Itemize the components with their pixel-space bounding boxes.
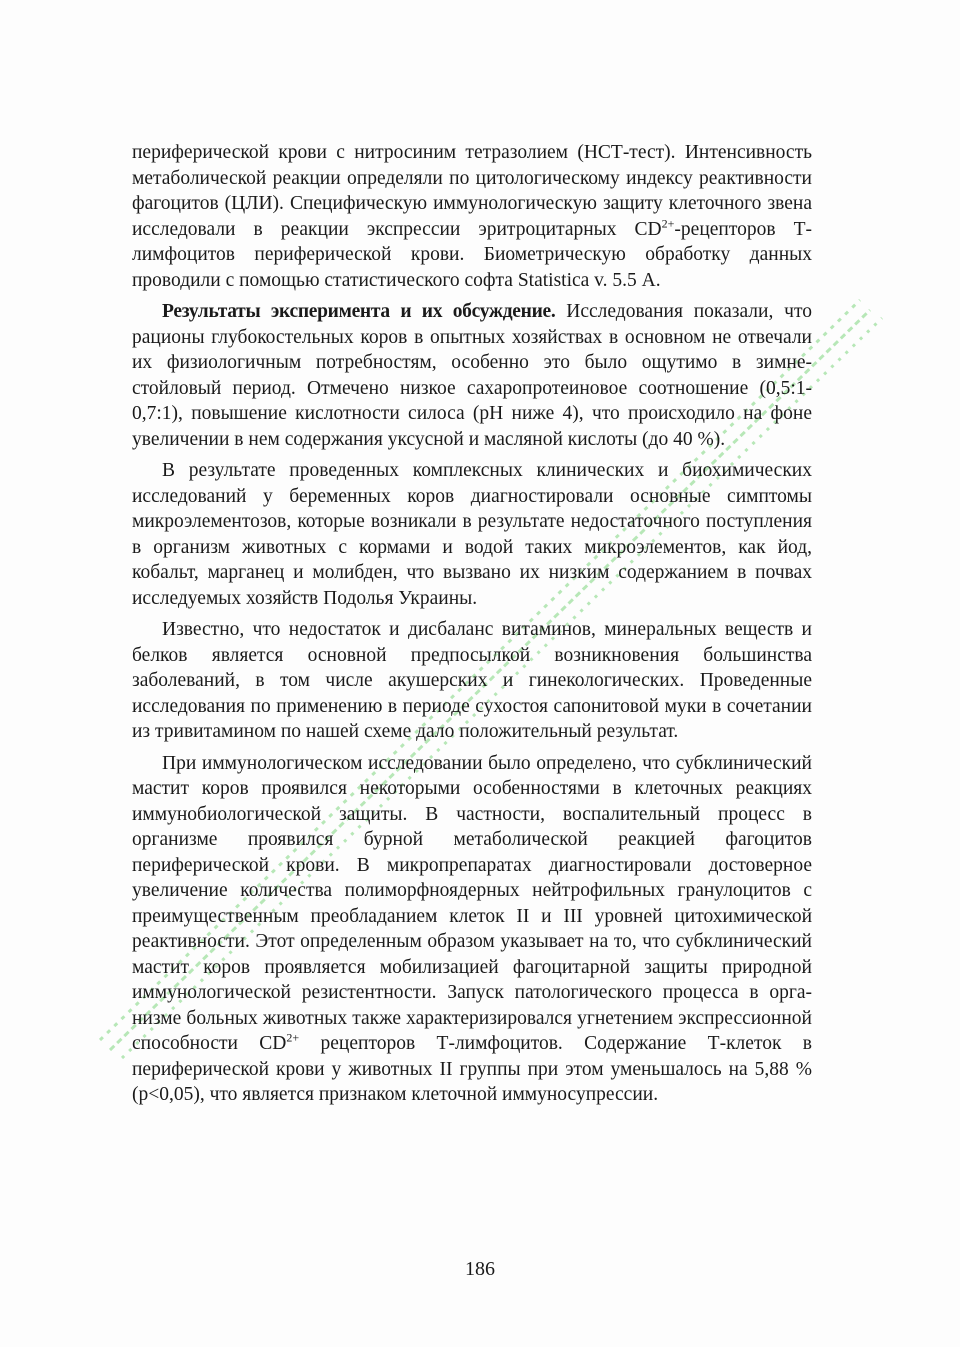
paragraph-results	[132, 299, 812, 452]
paragraph-microelements: В результате проведенных комплексных клинических и биохимических исследований у беременных коров диагностировали основные симптомы микроэлементозов, которые возникали в результате недостаточного поступления в организм животных с кормами и водой таких микроэлементов, как йод, кобальт, марганец и молибден, что вызвано их низким содержанием в почвах исследуемых хозяйств Подолья Украины.	[132, 460, 812, 609]
paragraph-methods	[132, 140, 812, 293]
paragraph-results-body: Исследования показали, что рационы глубокостельных коров в опытных хозяйствах в основном не отвечали их физиологичным потребностям, особенно это было ощутимо в зимне-стойловый период. Отмечено низкое сахаропротеиновое соотношение (0,5:1-0,7:1), повышение кислотности силоса (рН ниже 4), что происходило на фоне увеличении в нем содержания уксусной и масляной кислоты (до 40 %).	[132, 301, 812, 450]
page-number: 186	[465, 1258, 495, 1280]
paragraph-vitamins: Известно, что недостаток и дисбаланс витаминов, минеральных веществ и белков является основной предпосылкой возникновения большинства заболеваний, в том числе акушерских и гинекологических. Проведенные исследования по применению в периоде сухостоя сапонитовой муки в сочетании из тривитамином по нашей схеме дало положительный результат.	[132, 619, 812, 742]
paragraph-methods-part-2: -рецепторов Т-лимфоцитов периферической крови. Биометрическую обработку данных проводили с помощью статистического софта Statistica v. 5.5 А.	[132, 218, 812, 291]
paragraph-immunology	[132, 751, 812, 1108]
paragraph-immunology-part-2: рецепторов Т-лимфоцитов. Содержание Т-клеток в периферической крови у животных II группы при этом уменьшалось на 5,88 % (р<0,05), что является признаком клеточной иммуносупрессии.	[132, 1033, 812, 1105]
section-heading: Результаты эксперимента и их обсуждение.	[162, 301, 556, 322]
superscript: 2+	[286, 1030, 300, 1045]
paragraph-methods-part-1: периферической крови с нитросиним тетразолием (НСТ-тест). Интенсивность метаболической реакции определяли по цитологическому индексу реактивности фагоцитов (ЦЛИ). Специфическую иммунологическую защиту клеточного звена исследовали в реакции экспрессии эритроцитарных CD	[132, 142, 812, 240]
paragraph-immunology-part-1: При иммунологическом исследовании было определено, что субклинический мастит коров проявился некоторыми особенностями в клеточных реакциях иммунобиологической защиты. В частности, воспалительный процесс в организме проявился бурной метаболической реакцией фагоцитов периферической крови. В микропрепаратах диагностировали достоверное увеличение количества полиморфноядерных нейтрофильных гранулоцитов с преимущественным преобладанием клеток II и III уровней цитохимической реактивности. Этот определенным образом указывает на то, что субклинический мастит коров проявляется мобилизацией фагоцитарной защиты природной иммунологической резистентности. Запуск патологического процесса в организме больных животных также характеризировался угнетением экспрессионной способности CD	[132, 752, 812, 1054]
article-text	[132, 140, 812, 1114]
superscript: 2+	[661, 216, 675, 230]
